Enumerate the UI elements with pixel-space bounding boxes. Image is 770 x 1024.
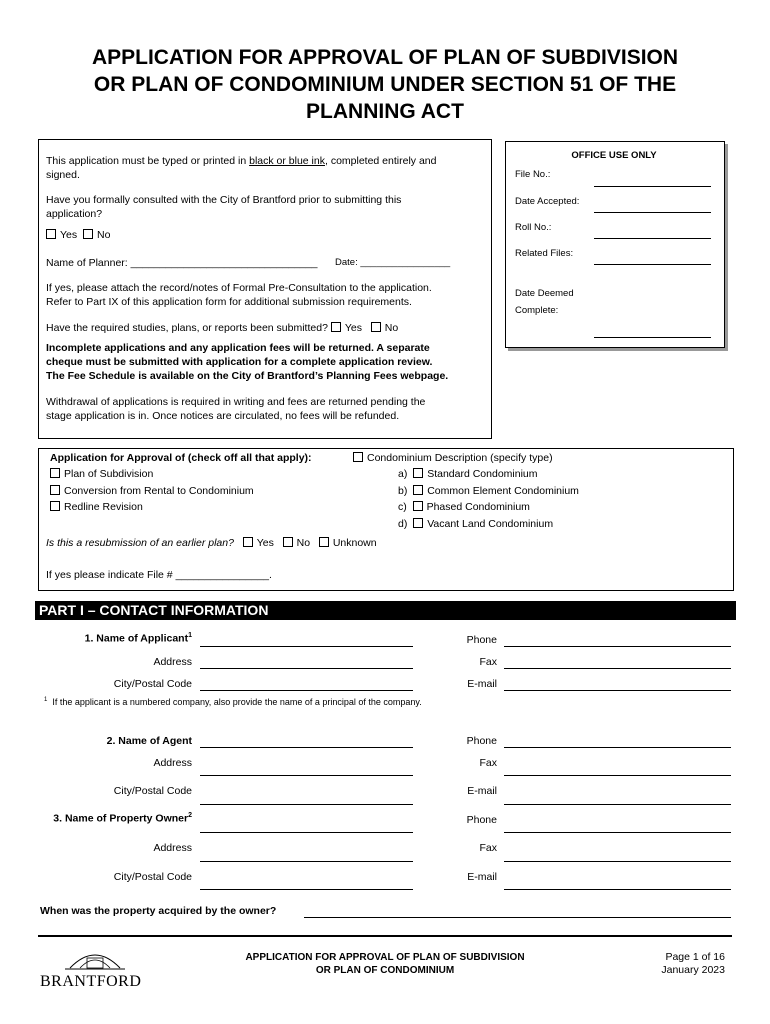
resub-unknown-checkbox[interactable] <box>319 537 329 547</box>
redline-option: Redline Revision <box>50 500 143 514</box>
owner-address-line[interactable] <box>200 861 413 862</box>
resubmission-question: Is this a resubmission of an earlier plan? Yes No Unknown <box>46 537 377 549</box>
vacant-land-condo-checkbox[interactable] <box>413 518 423 528</box>
office-roll-no-line[interactable] <box>594 238 711 239</box>
resubmission-file-field[interactable]: If yes please indicate File # ________________. <box>46 569 272 581</box>
applicant-footnote: $^1$ If the applicant is a numbered company, also provide the name of a principal of the company. <box>44 697 422 707</box>
redline-checkbox[interactable] <box>50 501 60 511</box>
city-crest-icon <box>40 944 150 972</box>
applicant-email-line[interactable] <box>504 690 731 691</box>
plan-subdivision-option: Plan of Subdivision <box>50 467 153 481</box>
owner-email-line[interactable] <box>504 889 731 890</box>
condo-type-d: d) Vacant Land Condominium <box>398 518 554 530</box>
applicant-address-label: Address <box>153 656 192 668</box>
applicant-address-line[interactable] <box>200 668 413 669</box>
title-line-2: OR PLAN OF CONDOMINIUM UNDER SECTION 51 OF THE <box>93 73 677 96</box>
agent-city-label: City/Postal Code <box>113 785 192 797</box>
logo-wordmark: BRANTFORD <box>40 973 142 990</box>
agent-address-line[interactable] <box>200 775 413 776</box>
conversion-checkbox[interactable] <box>50 485 60 495</box>
studies-yes-checkbox[interactable] <box>331 322 341 332</box>
document-title <box>0 44 770 125</box>
condo-description-option: Condominium Description (specify type) <box>353 451 553 465</box>
typed-instructions: This application must be typed or printed in black or blue ink, completed entirely and signed. <box>46 155 437 181</box>
condo-type-a: a) Standard Condominium <box>398 468 538 480</box>
condo-description-checkbox[interactable] <box>353 452 363 462</box>
agent-fax-line[interactable] <box>504 775 731 776</box>
owner-fax-line[interactable] <box>504 861 731 862</box>
studies-no-checkbox[interactable] <box>371 322 381 332</box>
office-date-accepted-label: Date Accepted: <box>515 196 580 207</box>
resub-no-checkbox[interactable] <box>283 537 293 547</box>
owner-address-label: Address <box>153 842 192 854</box>
office-use-heading: OFFICE USE ONLY <box>571 150 657 161</box>
applicant-name-line[interactable] <box>200 646 413 647</box>
office-file-no-label: File No.: <box>515 169 551 180</box>
owner-name-label: 3. Name of Property Owner$^2$ <box>53 812 192 825</box>
conversion-option: Conversion from Rental to Condominium <box>50 484 254 498</box>
studies-question: Have the required studies, plans, or reports been submitted? Yes No <box>46 322 399 334</box>
applicant-city-label: City/Postal Code <box>113 678 192 690</box>
office-roll-no-label: Roll No.: <box>515 222 552 233</box>
agent-address-label: Address <box>153 757 192 769</box>
consulted-no-checkbox[interactable] <box>83 229 93 239</box>
agent-email-label: E-mail <box>467 785 497 797</box>
agent-phone-line[interactable] <box>504 747 731 748</box>
owner-phone-line[interactable] <box>504 832 731 833</box>
revision-date: January 2023 <box>661 964 725 976</box>
agent-phone-label: Phone <box>466 735 497 747</box>
applicant-city-line[interactable] <box>200 690 413 691</box>
footer-page-info <box>600 951 725 977</box>
applicant-name-label: 1. Name of Applicant$^1$ <box>84 632 192 645</box>
owner-phone-label: Phone <box>466 814 497 826</box>
owner-name-line[interactable] <box>200 832 413 833</box>
owner-city-label: City/Postal Code <box>113 871 192 883</box>
office-file-no-line[interactable] <box>594 186 711 187</box>
standard-condo-checkbox[interactable] <box>413 468 423 478</box>
office-date-accepted-line[interactable] <box>594 212 711 213</box>
title-line-3: PLANNING ACT <box>306 100 464 123</box>
planner-field[interactable]: Name of Planner: ________________________________ <box>46 257 318 269</box>
agent-fax-label: Fax <box>479 757 497 769</box>
page-number: Page 1 of 16 <box>665 951 725 963</box>
agent-name-line[interactable] <box>200 747 413 748</box>
part1-header: PART I – CONTACT INFORMATION <box>35 601 736 620</box>
withdrawal-note: Withdrawal of applications is required in writing and fees are returned pending the stage application is in. Once notices are circulated, no fees will be refunded. <box>46 396 426 422</box>
footer-divider <box>38 935 732 937</box>
owner-city-line[interactable] <box>200 889 413 890</box>
consulted-options: Yes No <box>46 228 110 242</box>
office-related-files-line[interactable] <box>594 264 711 265</box>
applicant-fax-label: Fax <box>479 656 497 668</box>
agent-name-label: 2. Name of Agent <box>106 735 192 747</box>
condo-type-b: b) Common Element Condominium <box>398 485 579 497</box>
consulted-question: Have you formally consulted with the City of Brantford prior to submitting this application? <box>46 194 402 220</box>
applicant-email-label: E-mail <box>467 678 497 690</box>
office-deemed-complete-line[interactable] <box>594 337 711 338</box>
applicant-phone-line[interactable] <box>504 646 731 647</box>
office-deemed-complete-label: Date Deemed Complete: <box>515 288 574 316</box>
agent-city-line[interactable] <box>200 804 413 805</box>
attach-notes: If yes, please attach the record/notes of Formal Pre-Consultation to the application. Refer to Part IX of this application form for additional submission requirements. <box>46 282 432 308</box>
planner-date-field[interactable]: Date: _________________ <box>335 257 451 268</box>
office-related-files-label: Related Files: <box>515 248 574 259</box>
applicant-fax-line[interactable] <box>504 668 731 669</box>
ink-requirement: black or blue ink <box>249 155 325 167</box>
acquired-date-label: When was the property acquired by the owner? <box>40 905 277 917</box>
approval-heading: Application for Approval of (check off all that apply): <box>50 452 312 464</box>
applicant-phone-label: Phone <box>466 634 497 646</box>
condo-type-c: c) Phased Condominium <box>398 501 530 513</box>
resub-yes-checkbox[interactable] <box>243 537 253 547</box>
plan-subdivision-checkbox[interactable] <box>50 468 60 478</box>
owner-email-label: E-mail <box>467 871 497 883</box>
footer-title: APPLICATION FOR APPROVAL OF PLAN OF SUBDIVISION OR PLAN OF CONDOMINIUM <box>245 952 525 976</box>
title-line-1: APPLICATION FOR APPROVAL OF PLAN OF SUBDIVISION <box>91 46 679 69</box>
phased-condo-checkbox[interactable] <box>413 501 423 511</box>
brantford-logo <box>40 944 150 990</box>
agent-email-line[interactable] <box>504 804 731 805</box>
consulted-yes-checkbox[interactable] <box>46 229 56 239</box>
common-element-condo-checkbox[interactable] <box>413 485 423 495</box>
incomplete-warning: Incomplete applications and any application fees will be returned. A separate cheque must be submitted with application for a complete application review. The Fee Schedule is available on the City of Brantford’s Planning Fees webpage. <box>46 342 449 382</box>
acquired-date-line[interactable] <box>304 917 731 918</box>
owner-fax-label: Fax <box>479 842 497 854</box>
